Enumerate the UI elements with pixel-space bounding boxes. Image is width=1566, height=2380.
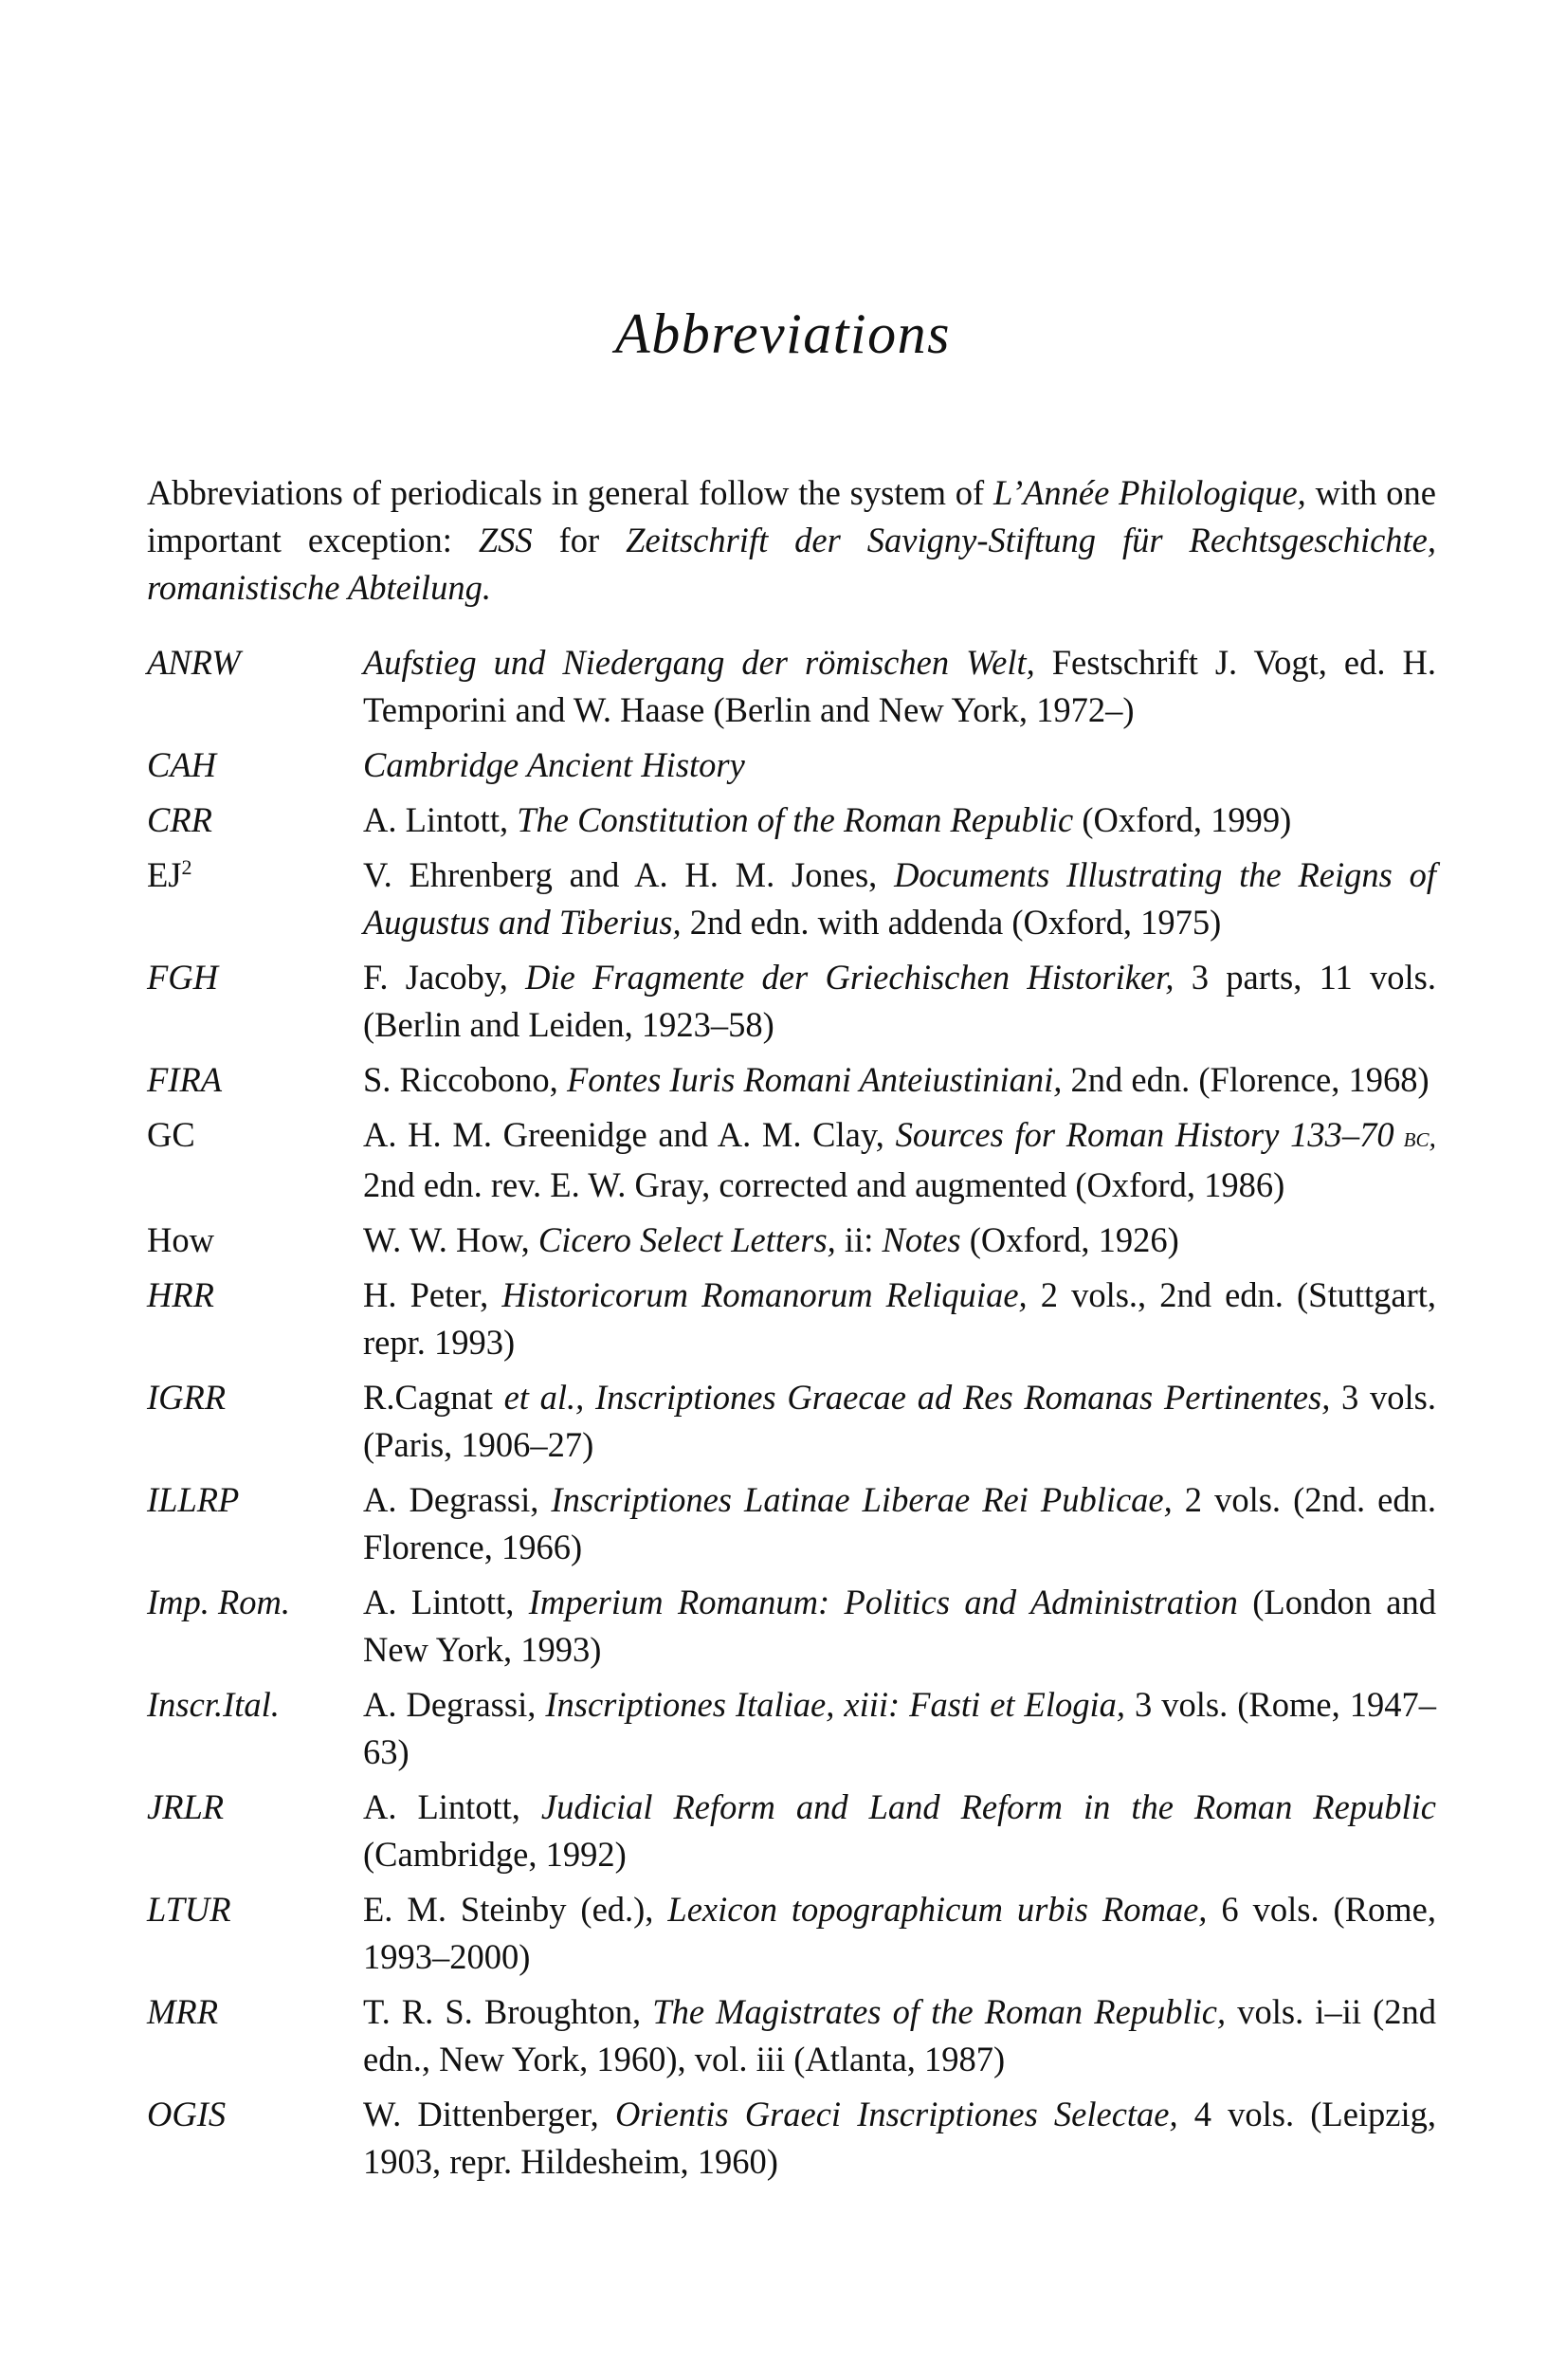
entry-ogis xyxy=(147,2091,1436,2186)
entry-title: et al., Inscriptiones Graecae ad Res Romanas Pertinentes, xyxy=(503,1378,1331,1417)
entry-title-2: Notes xyxy=(882,1220,961,1259)
entry-abbr: HRR xyxy=(147,1275,214,1314)
entry-pre: H. Peter, xyxy=(363,1275,502,1314)
entry-title: Documents Illustrating the Reigns of Augustus and Tiberius, xyxy=(363,855,1436,942)
entry-imp-rom xyxy=(147,1579,1436,1674)
entry-cah xyxy=(147,741,1436,789)
entry-desc xyxy=(363,741,1436,789)
entry-desc xyxy=(363,954,1436,1049)
entry-pre: W. W. How, xyxy=(363,1220,538,1259)
intro-text-2: with one important exception: xyxy=(147,473,1437,559)
intro-paragraph xyxy=(147,469,1436,612)
entry-mid: ii: xyxy=(835,1220,883,1259)
entry-abbr: GC xyxy=(147,1115,195,1154)
entry-title: Judicial Reform and Land Reform in the Roman Republic xyxy=(540,1787,1437,1826)
entry-anrw xyxy=(147,639,1436,734)
entry-jrlr xyxy=(147,1784,1436,1878)
intro-text-3: for xyxy=(532,521,627,559)
entry-post: Festschrift J. Vogt, ed. H. Temporini and W. Haase (Berlin and New York, 1972–) xyxy=(363,643,1436,729)
entry-desc xyxy=(363,2091,1436,2186)
entry-fira xyxy=(147,1056,1436,1104)
entry-desc xyxy=(363,796,1436,844)
entry-gc xyxy=(147,1111,1436,1209)
entry-desc xyxy=(363,1111,1436,1209)
entry-title: Cambridge Ancient History xyxy=(363,745,745,784)
entry-post: 4 vols. (Leipzig, 1903, repr. Hildesheim, 1960) xyxy=(363,2095,1437,2181)
entry-pre: T. R. S. Broughton, xyxy=(363,1992,653,2031)
entry-crr xyxy=(147,796,1436,844)
entry-mrr xyxy=(147,1988,1436,2083)
intro-title-2: ZSS xyxy=(478,521,533,559)
entry-desc xyxy=(363,1217,1436,1264)
entry-post: (Oxford, 1926) xyxy=(960,1220,1179,1259)
entry-title: Sources for Roman History 133–70 xyxy=(895,1115,1394,1154)
entry-post: (Cambridge, 1992) xyxy=(363,1835,627,1874)
entry-abbr: LTUR xyxy=(147,1890,231,1929)
entry-abbr-sup: 2 xyxy=(181,854,192,879)
entry-post: (London and New York, 1993) xyxy=(363,1583,1437,1669)
entry-post: 2nd edn. rev. E. W. Gray, corrected and augmented (Oxford, 1986) xyxy=(363,1165,1285,1204)
entry-pre: A. H. M. Greenidge and A. M. Clay, xyxy=(363,1115,896,1154)
entry-pre: R.Cagnat xyxy=(363,1378,504,1417)
entry-title: Inscriptiones Italiae, xiii: Fasti et Elogia, xyxy=(545,1685,1126,1724)
entry-pre: F. Jacoby, xyxy=(363,958,526,997)
abbreviation-list xyxy=(147,639,1436,2193)
entry-pre: E. M. Steinby (ed.), xyxy=(363,1890,668,1929)
entry-hrr xyxy=(147,1272,1436,1366)
entry-post: 2 vols. (2nd. edn. Florence, 1966) xyxy=(363,1480,1436,1566)
entry-post: 6 vols. (Rome, 1993–2000) xyxy=(363,1890,1437,1976)
entry-abbr: Imp. Rom. xyxy=(147,1583,291,1621)
entry-abbr: MRR xyxy=(147,1992,218,2031)
entry-title: Cicero Select Letters, xyxy=(537,1220,836,1259)
entry-abbr: OGIS xyxy=(147,2095,227,2133)
entry-pre: V. Ehrenberg and A. H. M. Jones, xyxy=(363,855,895,894)
entry-how xyxy=(147,1217,1436,1264)
entry-title: The Constitution of the Roman Republic xyxy=(517,800,1074,839)
entry-abbr: FGH xyxy=(147,958,219,997)
entry-fgh xyxy=(147,954,1436,1049)
entry-post: 3 vols. (Paris, 1906–27) xyxy=(363,1378,1436,1464)
entry-desc xyxy=(363,1056,1436,1104)
intro-title-1: L’Année Philologique, xyxy=(993,473,1306,512)
entry-title: Lexicon topographicum urbis Romae, xyxy=(667,1890,1208,1929)
entry-title: Die Fragmente der Griechischen Historiker, xyxy=(525,958,1174,997)
entry-ej2 xyxy=(147,851,1436,946)
entry-post: 2nd edn. (Florence, 1968) xyxy=(1062,1060,1429,1099)
entry-abbr-text: EJ xyxy=(147,855,182,894)
entry-abbr: IGRR xyxy=(147,1378,227,1417)
intro-title-3: Zeitschrift der Savigny-Stiftung für Rechtsgeschichte, romanistische Abteilung. xyxy=(147,521,1437,607)
entry-desc xyxy=(363,1374,1436,1469)
entry-abbr: Inscr.Ital. xyxy=(147,1685,280,1724)
entry-title: Historicorum Romanorum Reliquiae, xyxy=(501,1275,1028,1314)
entry-post: 2 vols., 2nd edn. (Stuttgart, repr. 1993) xyxy=(363,1275,1436,1362)
entry-desc xyxy=(363,1272,1436,1366)
entry-pre: A. Lintott, xyxy=(363,800,518,839)
entry-desc xyxy=(363,1681,1436,1776)
entry-title: Orientis Graeci Inscriptiones Selectae, xyxy=(614,2095,1178,2133)
entry-desc xyxy=(363,1476,1436,1571)
entry-illrp xyxy=(147,1476,1436,1571)
entry-abbr: CAH xyxy=(147,745,216,784)
entry-desc xyxy=(363,1579,1436,1674)
entry-inscr-ital xyxy=(147,1681,1436,1776)
entry-abbr: FIRA xyxy=(147,1060,223,1099)
entry-desc xyxy=(363,1988,1436,2083)
entry-abbr xyxy=(147,851,363,946)
entry-post: (Oxford, 1999) xyxy=(1073,800,1292,839)
entry-pre: A. Degrassi, xyxy=(363,1685,546,1724)
entry-title: Aufstieg und Niedergang der römischen Welt, xyxy=(363,643,1035,682)
entry-abbr: How xyxy=(147,1220,214,1259)
entry-post: 3 parts, 11 vols. (Berlin and Leiden, 1923–58) xyxy=(363,958,1436,1044)
page-title: Abbreviations xyxy=(615,302,951,365)
entry-title: Imperium Romanum: Politics and Administration xyxy=(528,1583,1238,1621)
entry-abbr: JRLR xyxy=(147,1787,225,1826)
entry-ltur xyxy=(147,1886,1436,1981)
entry-post: 3 vols. (Rome, 1947–63) xyxy=(363,1685,1436,1771)
entry-title: Inscriptiones Latinae Liberae Rei Publicae, xyxy=(551,1480,1173,1519)
entry-title: Fontes Iuris Romani Anteiustiniani, xyxy=(566,1060,1063,1099)
entry-era: bc, xyxy=(1393,1122,1436,1153)
entry-abbr: CRR xyxy=(147,800,212,839)
entry-desc xyxy=(363,851,1436,946)
entry-desc xyxy=(363,1784,1436,1878)
entry-desc xyxy=(363,1886,1436,1981)
entry-igrr xyxy=(147,1374,1436,1469)
entry-desc xyxy=(363,639,1436,734)
entry-post: 2nd edn. with addenda (Oxford, 1975) xyxy=(681,903,1222,942)
entry-pre: A. Lintott, xyxy=(363,1787,541,1826)
entry-pre: A. Lintott, xyxy=(363,1583,529,1621)
intro-text-1: Abbreviations of periodicals in general follow the system of xyxy=(147,473,994,512)
entry-pre: W. Dittenberger, xyxy=(363,2095,615,2133)
entry-abbr: ANRW xyxy=(147,643,241,682)
entry-pre: A. Degrassi, xyxy=(363,1480,552,1519)
entry-pre: S. Riccobono, xyxy=(363,1060,567,1099)
entry-abbr: ILLRP xyxy=(147,1480,240,1519)
entry-post: vols. i–ii (2nd edn., New York, 1960), vol. iii (Atlanta, 1987) xyxy=(363,1992,1436,2078)
entry-title: The Magistrates of the Roman Republic, xyxy=(652,1992,1227,2031)
